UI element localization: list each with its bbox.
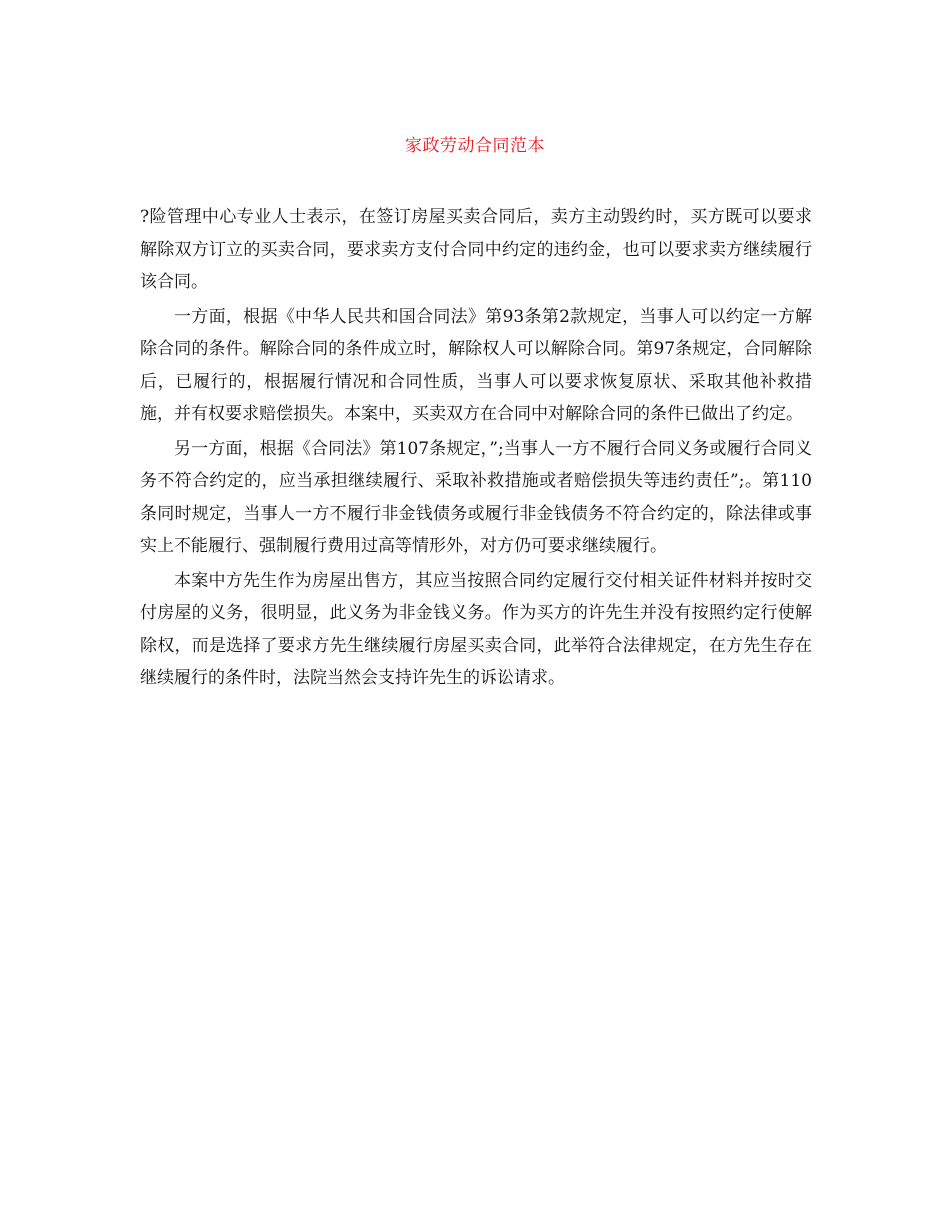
paragraph-3: 另一方面，根据《合同法》第107条规定，”;当事人一方不履行合同义务或履行合同义务不符合约定的，应当承担继续履行、采取补救措施或者赔偿损失等违约责任”;。第110条同时规定，当事人一方不履行非金钱债务或履行非金钱债务不符合约定的，除法律或事实上不能履行、强制履行费用过高等情形外，对方仍可要求继续履行。	[140, 438, 812, 556]
paragraph-4: 本案中方先生作为房屋出售方，其应当按照合同约定履行交付相关证件材料并按时交付房屋的义务，很明显，此义务为非金钱义务。作为买方的许先生并没有按照约定行使解除权，而是选择了要求方先生继续履行房屋买卖合同，此举符合法律规定，在方先生存在继续履行的条件时，法院当然会支持许先生的诉讼请求。	[140, 570, 812, 688]
paragraph-1: ?险管理中心专业人士表示，在签订房屋买卖合同后，卖方主动毁约时，买方既可以要求解除双方订立的买卖合同，要求卖方支付合同中约定的违约金，也可以要求卖方继续履行该合同。	[140, 207, 812, 292]
document-title: 家政劳动合同范本	[405, 136, 545, 156]
document-body	[140, 201, 812, 697]
paragraph-2: 一方面，根据《中华人民共和国合同法》第93条第2款规定，当事人可以约定一方解除合同的条件。解除合同的条件成立时，解除权人可以解除合同。第97条规定，合同解除后，已履行的，根据履行情况和合同性质，当事人可以要求恢复原状、采取其他补救措施，并有权要求赔偿损失。本案中，买卖双方在合同中对解除合同的条件已做出了约定。	[140, 306, 812, 424]
